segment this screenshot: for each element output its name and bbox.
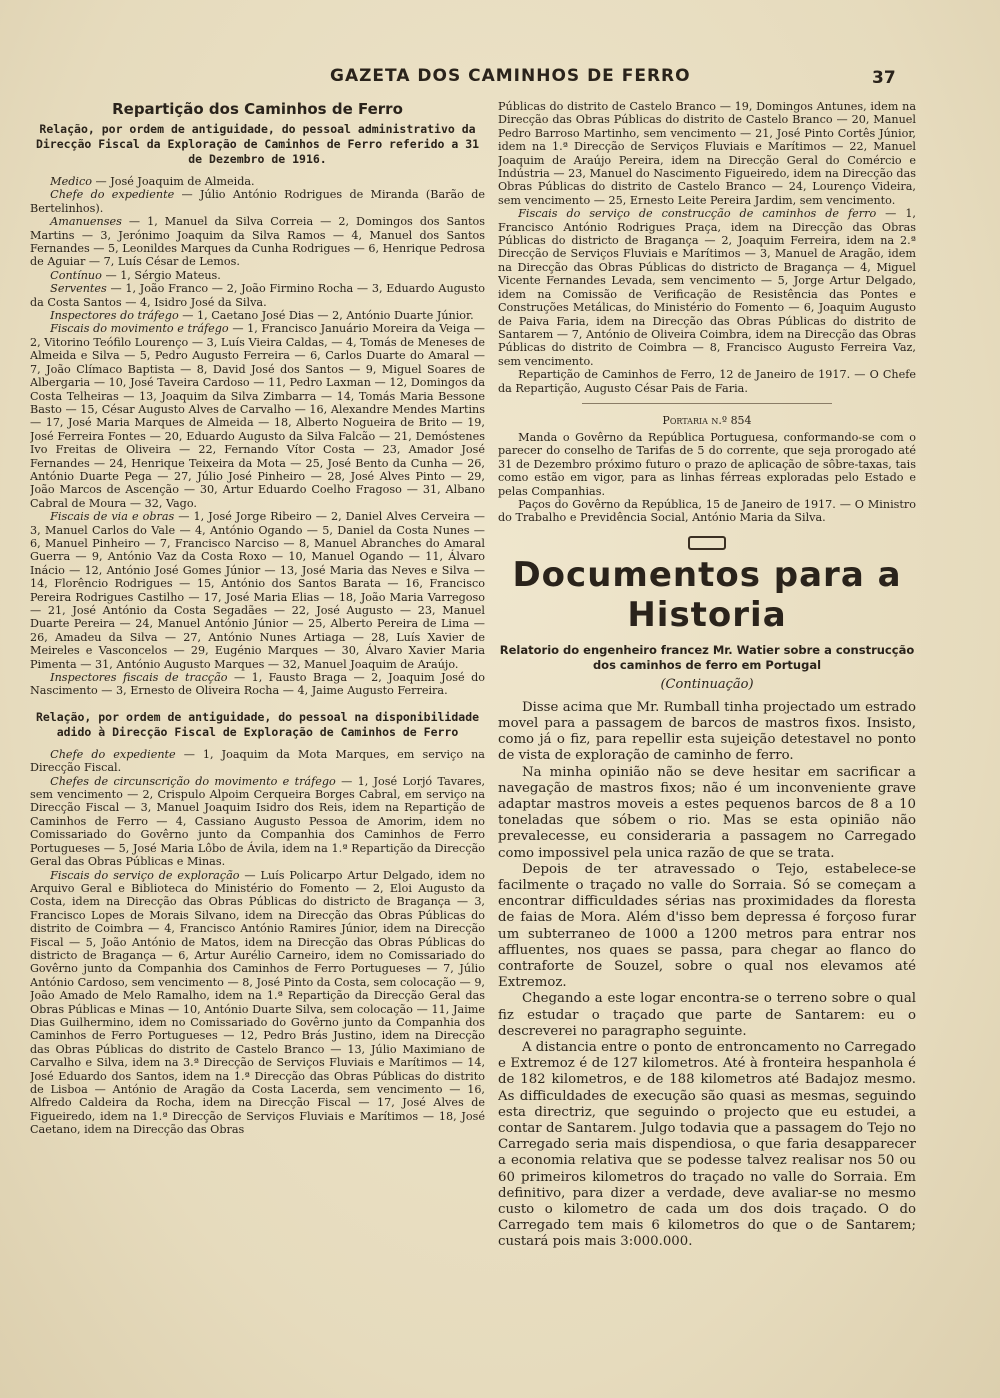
documents-title: Documentos para a Historia [512,554,902,635]
relation-2-title: Relação, por ordem de antiguidade, do pessoal na disponibilidade adido à Direcção Fiscal de Exploração de Caminhos de Ferro [35,709,480,739]
report-paragraph: A distancia entre o ponto de entroncamento no Carregado e Extremoz é de 127 kilometros. Até à fronteira hespanhola é de 182 kilometros, e de 188 kilometros até Badajoz mesmo. As difficuldades de execução são quasi as mesmas, seguindo esta directriz, que seguindo o projecto que eu estudei, a contar de Santarem. Julgo todavia que a passagem do Tejo no Carregado seria mais dispendiosa, o que faria desapparecer a economia relativa que se podesse talvez realisar nos 50 ou 60 primeiros kilometros do traçado no valle do Sorraia. Em definitivo, para dizer a verdade, deve avaliar-se no mesmo custo o kilometro de cada um dos dois traçado. O do Carregado tem mais 6 kilometros do que o de Santarem; custará pois mais 3:000.000. [498,1040,916,1250]
report-paragraph: Disse acima que Mr. Rumball tinha projectado um estrado movel para a passagem de barcos de mastros fixos. Insisto, como já o fiz, para repellir esta sujeição detestavel no ponto de vista de exploração de caminho de ferro. [498,699,916,764]
staff-entry [30,775,485,869]
entry-heading: Chefes de circunscrição do movimento e tráfego [50,774,336,788]
staff-list-1 [30,175,485,698]
construction-head: Fiscais do serviço de construcção de caminhos de ferro [518,207,877,221]
entry-text: — 1, Francisco Januário Moreira da Veiga — 2, Vitorino Teófilo Lourenço — 3, Luís Vieira Caldas, — 4, Tomás de Meneses de Almeida e Silva — 5, Pedro Augusto Ferreira — 6, Carlos Duarte do Amaral — 7, João Clímaco Baptista — 8, David José dos Santos — 9, Miguel Soares de Albergaria — 10, José Taveira Cardoso — 11, Pedro Laxman — 12, Domingos da Costa Telheiras — 13, Joaquim da Silva Zimbarra — 14, Tomás Maria Bessone Basto — 15, César Augusto Alves de Carvalho — 16, Alexandre Mendes Martins — 17, José Maria Marques de Almeida — 18, Alberto Nogueira de Brito — 19, José Ferreira Fontes — 20, Eduardo Augusto da Silva Falcão — 21, Demóstenes Ivo Freitas de Oliveira — 22, Fernando Vítor Costa — 23, Amador José Fernandes — 24, Henrique Teixeira da Mota — 25, José Bento da Cunha — 26, António Duarte Pega — 27, Júlio José Pinheiro — 28, José Alves Pinto — 29, João Marcos de Ascenção — 30, Artur Eduardo Coelho Fragoso — 31, Albano Cabral de Moura — 32, Vago. [30,322,485,510]
staff-entry [30,282,485,309]
entry-heading: Chefe do expediente [50,747,176,761]
continuation-paragraph: Públicas do distrito de Castelo Branco — 19, Domingos Antunes, idem na Direcção das Obras Públicas do distrito de Castelo Branco — 20, Manuel Pedro Barroso Martinho, sem vencimento — 21, José Pinto Cortês Júnior, idem na 1.ª Direcção de Serviços Fluviais e Marítimos — 22, Manuel Joaquim de Araújo Pereira, idem na Direcção Geral do Comércio e Indústria — 23, Manuel do Nascimento Figueiredo, idem na Direcção das Obras Públicas do distrito de Castelo Branco — 24, Lourenço Videira, sem vencimento — 25, Ernesto Leite Pereira Jardim, sem vencimento. [498,100,916,207]
entry-heading: Inspectores do tráfego [50,309,179,323]
entry-text: — 1, José Jorge Ribeiro — 2, Daniel Alves Cerveira — 3, Manuel Carlos do Vale — 4, António Ogando — 5, Daniel da Costa Nunes — 6, Manuel Pinheiro — 7, Francisco Narciso — 8, Manuel Abranches do Amaral Guerra — 9, António Vaz da Costa Roxo — 10, Manuel Ogando — 11, Álvaro Inácio — 12, António José Gomes Júnior — 13, José Maria das Neves e Silva — 14, Florêncio Rodrigues — 15, António dos Santos Barata — 16, Francisco Pereira Rodrigues Castilho — 17, José Maria Elias — 18, João Maria Varregoso — 21, José António da Costa Segadães — 22, José Augusto — 23, Manuel Duarte Pereira — 24, Manuel António Júnior — 25, Alberto Pereira de Lima — 26, Amadeu da Silva — 27, António Nunes Artiaga — 28, Luís Xavier de Meireles e Vasconcelos — 29, Eugénio Marques — 30, Álvaro Xavier Maria Pimenta — 31, António Augusto Marques — 32, Manuel Joaquim de Araújo. [30,510,485,671]
entry-text: — José Joaquim de Almeida. [91,175,255,188]
construction-paragraph [498,207,916,368]
staff-entry [30,269,485,282]
staff-entry [30,322,485,510]
portaria-title: Portaria n.º 854 [662,413,752,427]
entry-heading: Chefe do expediente [50,188,175,202]
continuation-label: (Continuação) [660,676,754,692]
entry-text: — 1, José Lorjó Tavares, sem vencimento — 2, Crispulo Alpoim Cerqueira Borges Cabral, em serviço na Direcção Fiscal — 3, Manuel Joaquim Isidro dos Reis, idem na Repartição de Caminhos de Ferro — 4, Cassiano Augusto Pessoa de Amorim, idem no Comissariado do Govêrno junto da Companhia dos Caminhos de Ferro Portugueses — 5, José Maria Lôbo de Ávila, idem na 1.ª Repartição da Direcção Geral das Obras Públicas e Minas. [30,774,485,869]
report-subtitle: Relatorio do engenheiro francez Mr. Watier sobre a construcção dos caminhos de ferro em Portugal [499,642,915,672]
section-title: Repartição dos Caminhos de Ferro [112,100,403,118]
staff-entry [30,869,485,1137]
staff-entry [30,188,485,215]
page-number: 37 [872,68,896,88]
entry-heading: Medico [50,175,92,188]
report-body [498,700,916,1251]
entry-heading: Inspectores fiscais de tracção [50,671,228,685]
entry-heading: Serventes [50,282,107,296]
entry-text: — 1, Fausto Braga — 2, Joaquim José do Nascimento — 3, Ernesto de Oliveira Rocha — 4, Jaime Augusto Ferreira. [30,671,485,698]
entry-text: — 1, João Franco — 2, João Firmino Rocha — 3, Eduardo Augusto da Costa Santos — 4, Isidro José da Silva. [30,282,485,309]
right-column [498,100,916,1380]
staff-entry [30,671,485,698]
staff-entry [30,175,485,188]
divider [582,403,833,404]
entry-heading: Fiscais do serviço de exploração [50,868,240,882]
entry-heading: Fiscais do movimento e tráfego [50,322,229,336]
running-title: GAZETA DOS CAMINHOS DE FERRO [330,66,691,86]
entry-heading: Fiscais de via e obras [50,510,175,524]
entry-text: — Júlio António Rodrigues de Miranda (Barão de Bertelinhos). [30,188,485,215]
entry-text: — 1, Sérgio Mateus. [101,268,221,282]
entry-text: — 1, Joaquim da Mota Marques, em serviço na Direcção Fiscal. [30,747,485,775]
staff-entry [30,510,485,671]
entry-text: — 1, Manuel da Silva Correia — 2, Domingos dos Santos Martins — 3, Jerónimo Joaquim da Silva Ramos — 4, Manuel dos Santos Fernandes — 5, Leonildes Marques da Cunha Rodrigues — 6, Henrique Pedrosa de Aguiar — 7, Luís César de Lemos. [30,215,485,269]
ornament-divider [498,535,916,551]
report-paragraph: Depois de ter atravessado o Tejo, estabelece-se facilmente o traçado no valle do Sorraia. Só se começam a encontrar difficuldades sérias nas proximidades da floresta de faias de Mora. Além d'isso bem depressa é forçoso furar um subterraneo de 1000 a 1200 metros para entrar nos affluentes, nos quaes se passa, para chegar ao flanco do contraforte de Souzel, sobre o qual nos elevamos até Extremoz. [498,861,916,991]
portaria-text: Manda o Govêrno da República Portuguesa, conformando-se com o parecer do conselho de Tarifas de 5 do corrente, que seja prorogado até 31 de Dezembro próximo futuro o prazo de aplicação de sôbre-taxas, tais como estão em vigor, para as linhas férreas exploradas pelo Estado e pelas Companhias. [498,430,916,498]
entry-text: — 1, Caetano José Dias — 2, António Duarte Júnior. [178,309,474,323]
relation-1-title: Relação, por ordem de antiguidade, do pessoal administrativo da Direcção Fiscal da Exploração de Caminhos de Ferro referido a 31 de Dezembro de 1916. [35,122,480,166]
staff-entry [30,309,485,322]
left-column [30,100,485,1340]
entry-heading: Amanuenses [50,215,122,229]
staff-list-2 [30,748,485,1137]
construction-text: — 1, Francisco António Rodrigues Praça, idem na Direcção das Obras Públicas do districto de Bragança — 2, Joaquim Ferreira, idem na 2.ª Direcção de Serviços Fluviais e Marítimos — 3, Manuel de Aragão, idem na Direcção das Obras Públicas do districto de Bragança — 4, Miguel Vicente Fernandes Levada, sem vencimento — 5, Jorge Artur Delgado, idem na Comissão de Verificação de Resistência das Pontes e Construções Metálicas, do Ministério do Fomento — 6, Joaquim Augusto de Paiva Faria, idem na Direcção das Obras Públicas do distrito de Santarem — 7, António de Oliveira Coimbra, idem na Direcção das Obras Públicas do distrito de Coimbra — 8, Francisco Augusto Ferreira Vaz, sem vencimento. [498,207,916,368]
repartition-signoff: Repartição de Caminhos de Ferro, 12 de Janeiro de 1917. — O Chefe da Repartição, Augusto César Pais de Faria. [498,368,916,395]
report-paragraph: Chegando a este logar encontra-se o terreno sobre o qual fiz estudar o traçado que parte de Santarem: eu o descreverei no paragrapho seguinte. [498,991,916,1039]
portaria-signoff: Paços do Govêrno da República, 15 de Janeiro de 1917. — O Ministro do Trabalho e Previdência Social, António Maria da Silva. [498,497,916,525]
entry-heading: Contínuo [50,268,102,282]
staff-entry [30,748,485,775]
staff-entry [30,215,485,269]
report-paragraph: Na minha opinião não se deve hesitar em sacrificar a navegação de mastros fixos; não é um inconveniente grave adaptar mastros moveis a estes pequenos barcos de 8 a 10 toneladas que sóbem o rio. Mas se esta opinião não prevalecesse, eu consideraria a passagem no Carregado como impossivel pela unica razão de que se trata. [498,764,916,861]
entry-text: — Luís Policarpo Artur Delgado, idem no Arquivo Geral e Biblioteca do Ministério do Fomento — 2, Eloi Augusto da Costa, idem na Direcção das Obras Públicas do districto de Bragança — 3, Francisco Lopes de Morais Silvano, idem na Direcção das Obras Públicas do distrito de Coimbra — 4, Francisco António Ramires Júnior, idem na Direcção Fiscal — 5, João António de Matos, idem na Direcção das Obras Públicas do districto de Bragança — 6, Artur Aurélio Carneiro, idem no Comissariado do Govêrno junto da Companhia dos Caminhos de Ferro Portugueses — 7, Júlio António Cardoso, sem vencimento — 8, José Pinto da Costa, sem colocação — 9, João Amado de Melo Ramalho, idem na 1.ª Repartição da Direcção Geral das Obras Públicas e Minas — 10, António Duarte Silva, sem colocação — 11, Jaime Dias Guilhermino, idem no Comissariado do Govêrno junto da Companhia dos Caminhos de Ferro Portugueses — 12, Pedro Brás Justino, idem na Direcção das Obras Públicas do distrito de Castelo Branco — 13, Júlio Maximiano de Carvalho e Silva, idem na 3.ª Direcção de Serviços Fluviais e Marítimos — 14, José Eduardo dos Santos, idem na 1.ª Direcção das Obras Públicas do distrito de Lisboa — António de Aragão da Costa Lacerda, sem vencimento — 16, Alfredo Caldeira da Rocha, idem na Direcção Fiscal — 17, José Alves de Figueiredo, idem na 1.ª Direcção de Serviços Fluviais e Marítimos — 18, José Caetano, idem na Direcção das Obras [30,868,485,1137]
page-header [0,62,1000,90]
